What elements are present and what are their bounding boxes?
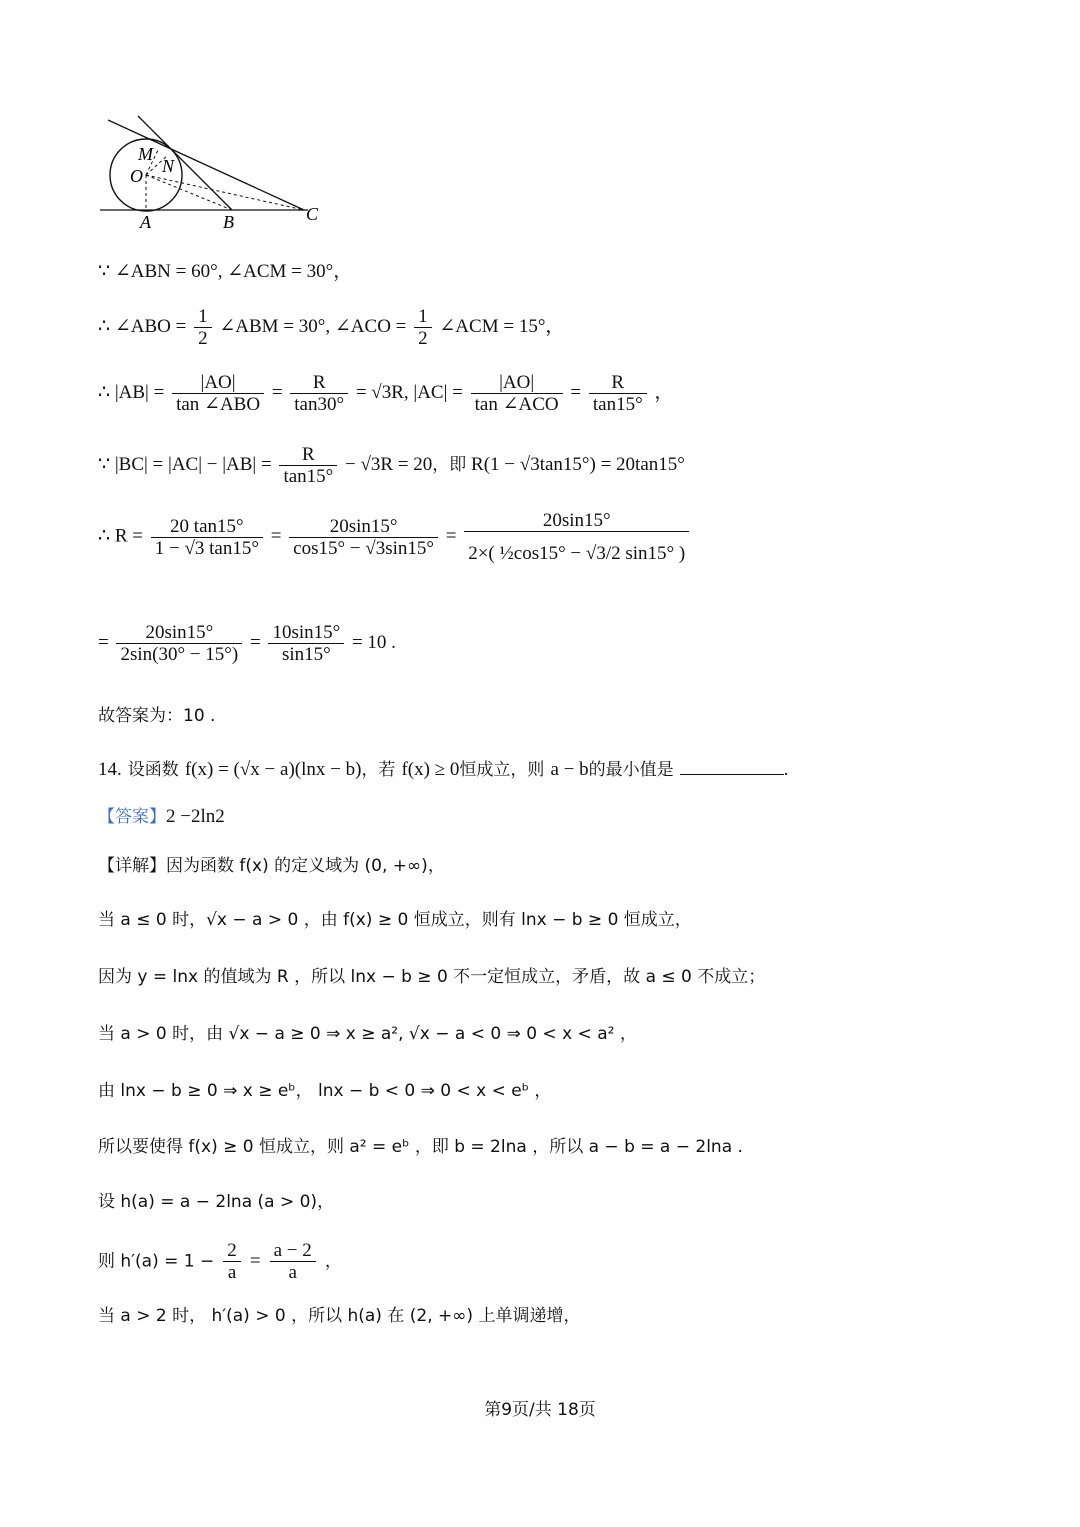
fraction-ao-tan-aco: $\frac{|AO|}{\text{tan ∠ACO}}$ xyxy=(471,372,563,415)
geometry-figure xyxy=(96,112,336,234)
solution-line-1: ∵ ∠ABN = 60°, ∠ACM = 30°， xyxy=(98,261,353,282)
label-a: A xyxy=(140,212,151,232)
tangent-line-cm xyxy=(108,120,304,210)
detail-line-5: 由 lnx − b ≥ 0 ⇒ x ≥ eᵇ， lnx − b < 0 ⇒ 0 < x < eᵇ ， xyxy=(98,1081,552,1101)
solution-line-5: ∴ R = $\frac{20 \tan 15^\circ}{1 - √3 \tan 15^\circ}$ = $\frac{20\sin 15^\circ}{\cos 15^\circ - √3\sin 15^\circ}$ = $\frac{20\sin 15^\circ}{\text{2×( ½cos15° − √3/2 sin15° )}}$ xyxy=(98,510,692,564)
detail-line-3: 因为 y = lnx 的值域为 R ，所以 lnx − b ≥ 0 不一定恒成立，矛盾，故 a ≤ 0 不成立； xyxy=(98,967,766,987)
fraction-r-tan30: $\frac{R}{\tan 30^\circ}$ xyxy=(290,372,348,415)
fraction-ao-tan-abo: $\frac{|AO|}{\text{tan ∠ABO}}$ xyxy=(172,372,264,415)
solution-line-4: ∵ |BC| = |AC| − |AB| = $\frac{R}{\tan 15^\circ}$ − √3R = 20，即 R(1 − √3tan15°) = 20tan15° xyxy=(98,444,685,487)
page-footer: 第9页/共 18页 xyxy=(484,1400,596,1420)
detail-line-8: 则 h′(a) = 1 − $\frac{2}{a}$ = $\frac{a - 2}{a}$ ， xyxy=(98,1240,342,1283)
label-n: N xyxy=(162,156,175,176)
label-m: M xyxy=(138,144,153,164)
fraction-5b: $\frac{20\sin 15^\circ}{\cos 15^\circ - √3\sin 15^\circ}$ xyxy=(289,516,438,559)
fraction-half: $\frac{1}{2}$ xyxy=(194,306,212,349)
solution-line-2: ∴ ∠ABO = $\frac{1}{2}$ ∠ABM = 30°, ∠ACO = $\frac{1}{2}$ ∠ACM = 15°， xyxy=(98,306,565,349)
detail-line-7: 设 h(a) = a − 2lna (a > 0)， xyxy=(98,1192,335,1212)
label-o: O xyxy=(130,166,143,186)
fraction-r-tan15: $\frac{R}{\tan 15^\circ}$ xyxy=(589,372,647,415)
fraction-6a: $\frac{20\sin 15^\circ}{2\sin(30^\circ - 15^\circ)}$ xyxy=(116,622,242,665)
detail-line-9: 当 a > 2 时， h′(a) > 0 ，所以 h(a) 在 (2, +∞) 上单调递增， xyxy=(98,1306,581,1326)
label-c: C xyxy=(306,204,319,224)
segment-oc xyxy=(146,175,304,210)
label-b: B xyxy=(223,212,234,232)
answer-14 xyxy=(98,807,225,826)
answer-tag: 【答案】 xyxy=(98,807,166,827)
detail-line-4: 当 a > 0 时，由 √x − a ≥ 0 ⇒ x ≥ a², √x − a < 0 ⇒ 0 < x < a² ， xyxy=(98,1024,637,1044)
solution-line-3: ∴ |AB| = $\frac{|AO|}{\text{tan ∠ABO}}$ = $\frac{R}{\tan 30^\circ}$ = √3R, |AC| = $\frac{|AO|}{\text{tan ∠ACO}}$ = $\frac{R}{\tan 15^\circ}$ ， xyxy=(98,372,674,415)
detail-tag: 【详解】 xyxy=(98,856,166,876)
fraction-r-tan15: $\frac{R}{\tan 15^\circ}$ xyxy=(279,444,337,487)
segment-ob xyxy=(146,175,232,210)
question-14: 14. 设函数 f(x) = (√x − a)(lnx − b)，若 f(x) ≥ 0恒成立，则 a − b的最小值是 . xyxy=(98,756,788,779)
detail-line-1: 【详解】因为函数 f(x) 的定义域为 (0, +∞)， xyxy=(98,856,445,876)
answer-13-line: 故答案为：10 . xyxy=(98,706,216,726)
fraction-half: $\frac{1}{2}$ xyxy=(414,306,432,349)
answer-blank xyxy=(680,756,784,775)
detail-line-6: 所以要使得 f(x) ≥ 0 恒成立，则 a² = eᵇ ，即 b = 2lna ，所以 a − b = a − 2lna . xyxy=(98,1137,743,1157)
fraction-a-minus-2-over-a: $\frac{a - 2}{a}$ xyxy=(270,1240,316,1283)
fraction-5a: $\frac{20 \tan 15^\circ}{1 - √3 \tan 15^\circ}$ xyxy=(151,516,263,559)
solution-line-6: = $\frac{20\sin 15^\circ}{2\sin(30^\circ - 15^\circ)}$ = $\frac{10\sin 15^\circ}{\sin 15^\circ}$ = 10 . xyxy=(98,622,396,665)
fraction-6b: $\frac{10\sin 15^\circ}{\sin 15^\circ}$ xyxy=(268,622,344,665)
detail-line-2: 当 a ≤ 0 时，√x − a > 0 ，由 f(x) ≥ 0 恒成立，则有 lnx − b ≥ 0 恒成立， xyxy=(98,910,692,930)
answer-value: 2 −2ln2 xyxy=(166,806,225,827)
fraction-2-over-a: $\frac{2}{a}$ xyxy=(223,1240,241,1283)
fraction-5c: $\frac{20\sin 15^\circ}{\text{2×( ½cos15° − √3/2 sin15° )}}$ xyxy=(464,510,689,564)
